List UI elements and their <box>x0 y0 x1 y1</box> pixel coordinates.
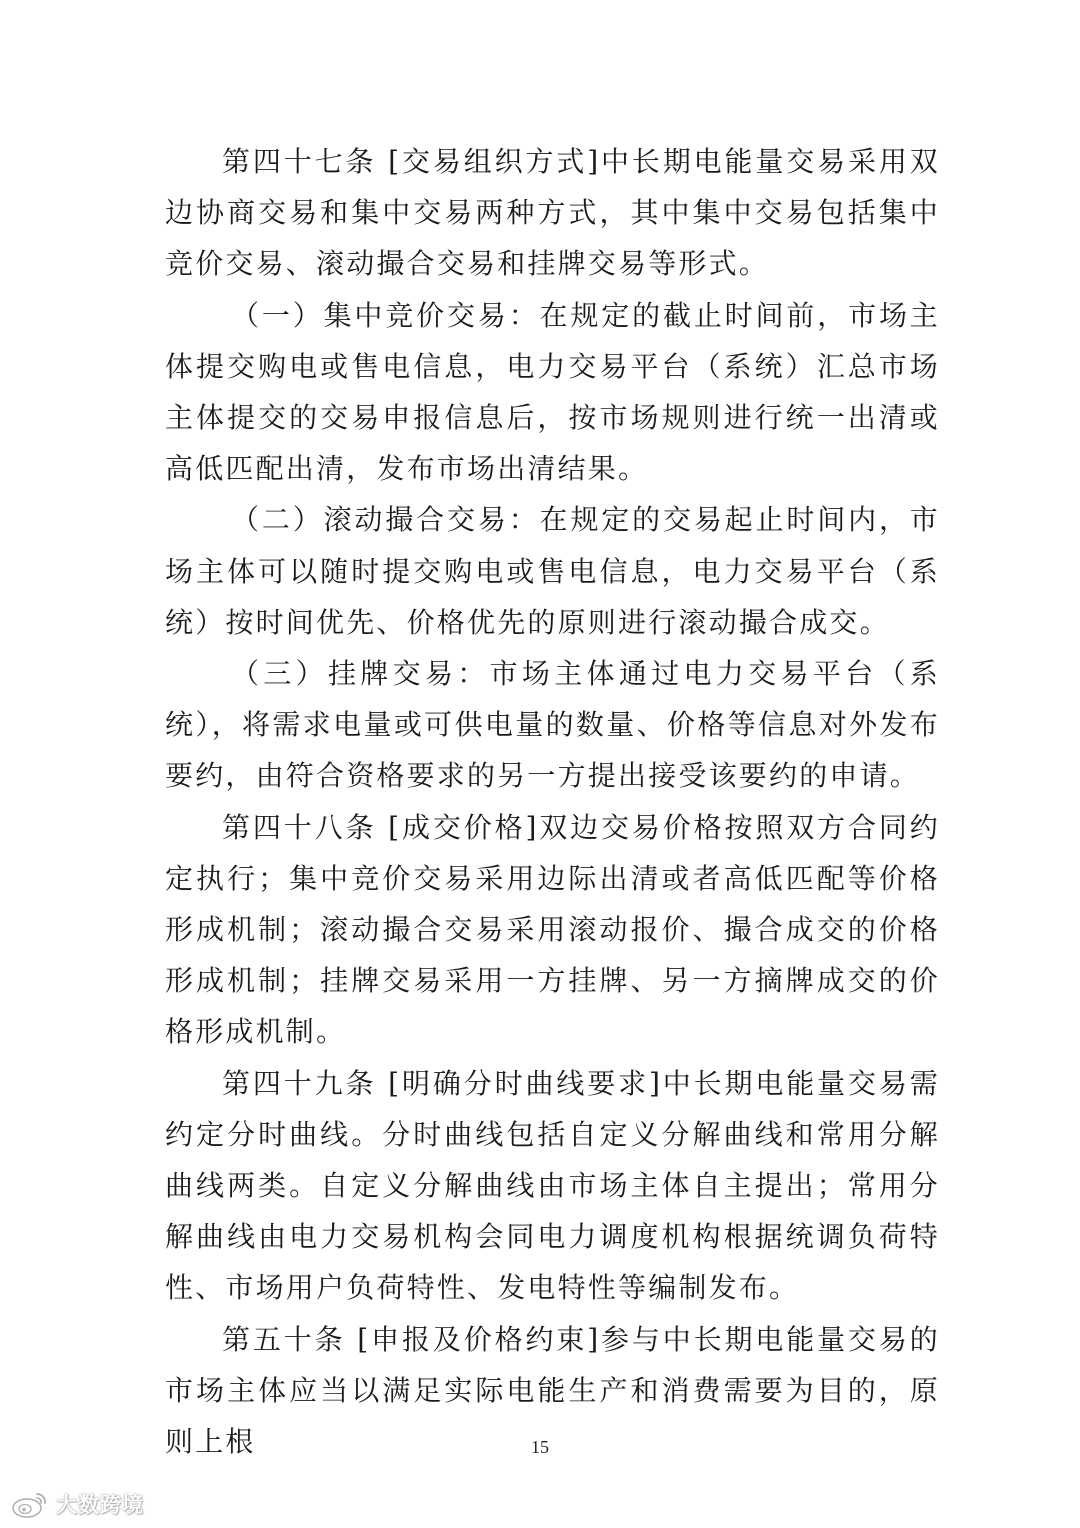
item-2-paragraph: （二）滚动撮合交易：在规定的交易起止时间内，市场主体可以随时提交购电或售电信息，电力交易平台（系统）按时间优先、价格优先的原则进行滚动撮合成交。 <box>165 503 940 639</box>
item-1-paragraph: （一）集中竞价交易：在规定的截止时间前，市场主体提交购电或售电信息，电力交易平台（系统）汇总市场主体提交的交易申报信息后，按市场规则进行统一出清或高低匹配出清，发布市场出清结果。 <box>165 298 940 486</box>
article-50-paragraph: 第五十条 [申报及价格约束]参与中长期电能量交易的市场主体应当以满足实际电能生产和消费需要为目的，原则上根 <box>165 1322 940 1459</box>
article-49-paragraph: 第四十九条 [明确分时曲线要求]中长期电能量交易需约定分时曲线。分时曲线包括自定义分解曲线和常用分解曲线两类。自定义分解曲线由市场主体自主提出；常用分解曲线由电力交易机构会同电力调度机构根据统调负荷特性、市场用户负荷特性、发电特性等编制发布。 <box>165 1066 940 1305</box>
article-47-paragraph: 第四十七条 [交易组织方式]中长期电能量交易采用双边协商交易和集中交易两种方式，其中集中交易包括集中竞价交易、滚动撮合交易和挂牌交易等形式。 <box>165 145 940 281</box>
article-48-paragraph: 第四十八条 [成交价格]双边交易价格按照双方合同约定执行；集中竞价交易采用边际出清或者高低匹配等价格形成机制；滚动撮合交易采用滚动报价、撮合成交的价格形成机制；挂牌交易采用一方挂牌、另一方摘牌成交的价格形成机制。 <box>165 810 940 1049</box>
item-3-paragraph: （三）挂牌交易：市场主体通过电力交易平台（系统），将需求电量或可供电量的数量、价格等信息对外发布要约，由符合资格要求的另一方提出接受该要约的申请。 <box>165 657 940 793</box>
weibo-logo-icon <box>10 1489 50 1519</box>
watermark <box>10 1488 144 1520</box>
page-number: 15 <box>531 1437 549 1457</box>
document-body <box>165 136 940 1467</box>
watermark-text: 大数跨境 <box>56 1493 144 1517</box>
